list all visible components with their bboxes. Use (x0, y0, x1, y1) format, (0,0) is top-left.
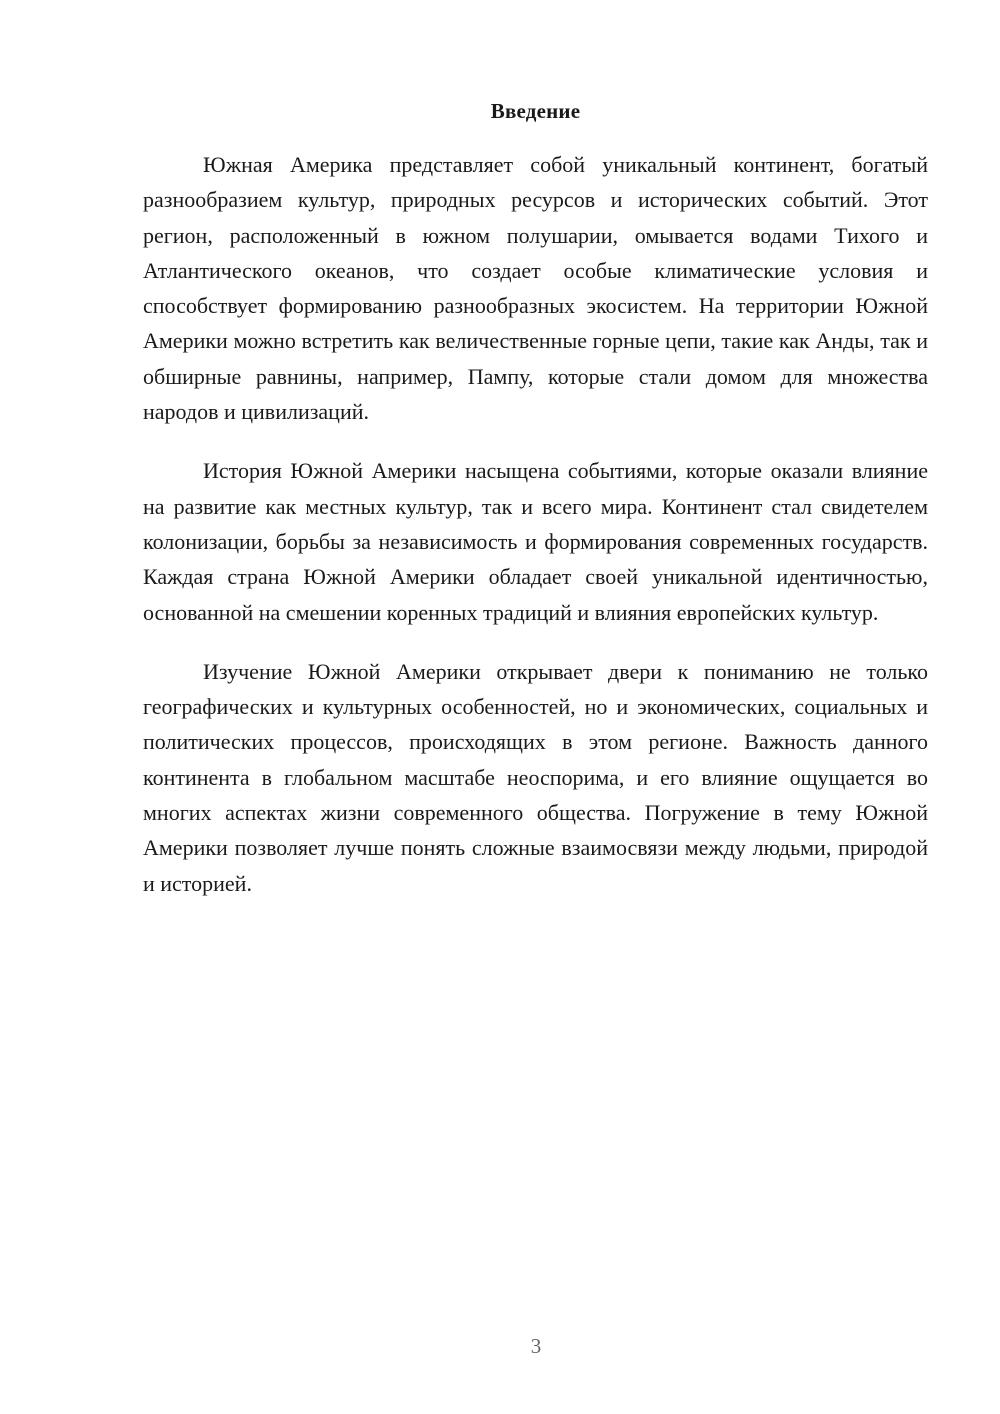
section-heading: Введение (490, 99, 581, 123)
page-number: 3 (530, 1334, 542, 1358)
page-content (143, 94, 928, 925)
paragraph-1: Южная Америка представляет собой уникальный континент, богатый разнообразием культур, природных ресурсов и исторических событий. Этот регион, расположенный в южном полушарии, омывается водами Тихого и Атлантического океанов, что создает особые климатические условия и способствует формированию разнообразных экосистем. На территории Южной Америки можно встретить как величественные горные цепи, такие как Анды, так и обширные равнины, например, Пампу, которые стали домом для множества народов и цивилизаций. (143, 152, 928, 425)
paragraph-2: История Южной Америки насыщена событиями, которые оказали влияние на развитие как местных культур, так и всего мира. Континент стал свидетелем колонизации, борьбы за независимость и формирования современных государств. Каждая страна Южной Америки обладает своей уникальной идентичностью, основанной на смешении коренных традиций и влияния европейских культур. (143, 458, 928, 625)
paragraph-3: Изучение Южной Америки открывает двери к пониманию не только географических и культурных особенностей, но и экономических, социальных и политических процессов, происходящих в этом регионе. Важность данного континента в глобальном масштабе неоспорима, и его влияние ощущается во многих аспектах жизни современного общества. Погружение в тему Южной Америки позволяет лучше понять сложные взаимосвязи между людьми, природой и историей. (143, 658, 928, 896)
